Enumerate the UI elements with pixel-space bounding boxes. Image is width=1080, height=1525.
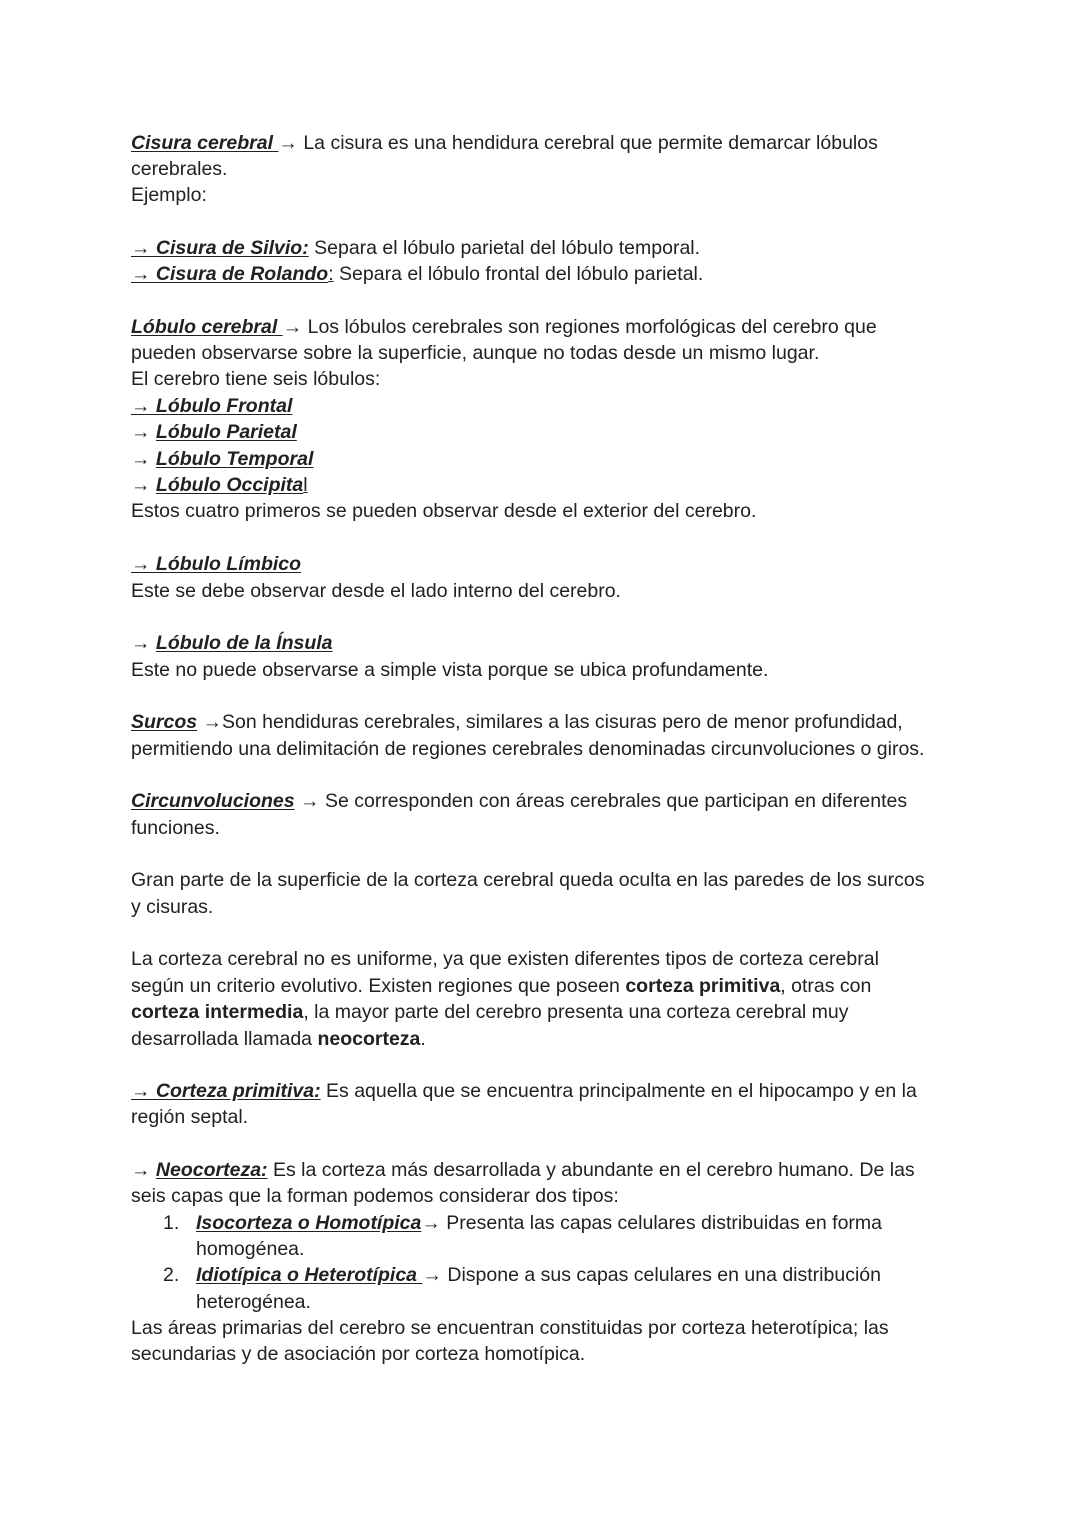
neocorteza-list-item-2-cont: heterogénea. bbox=[196, 1291, 311, 1313]
lobulo-definition-line-1 bbox=[131, 314, 877, 340]
neocorteza-term: Neocorteza: bbox=[155, 1159, 268, 1181]
arrow-icon: → bbox=[131, 263, 151, 285]
idiotipica-text: → Dispone a sus capas celulares en una distribución bbox=[422, 1264, 881, 1286]
paragraph-corteza-line-1: La corteza cerebral no es uniforme, ya que existen diferentes tipos de corteza cerebral bbox=[131, 948, 879, 970]
arrow-icon: → bbox=[131, 1080, 151, 1102]
lobulo-limbico-note: Este se debe observar desde el lado interno del cerebro. bbox=[131, 580, 621, 602]
arrow-icon: → bbox=[131, 632, 156, 654]
lobulo-occipital-term: Lóbulo Occipita bbox=[155, 474, 304, 496]
surcos-definition-line-2: permitiendo una delimitación de regiones cerebrales denominadas circunvoluciones o giros. bbox=[131, 738, 925, 760]
surcos-term: Surcos bbox=[131, 711, 198, 733]
lobulo-definition-line-3: El cerebro tiene seis lóbulos: bbox=[131, 368, 381, 390]
bold-corteza-primitiva: corteza primitiva bbox=[625, 975, 781, 997]
lobulo-list-item bbox=[131, 393, 292, 419]
idiotipica-term: Idiotípica o Heterotípica bbox=[196, 1264, 423, 1286]
isocorteza-text: → Presenta las capas celulares distribuidas en forma bbox=[421, 1212, 883, 1234]
arrow-icon: → bbox=[131, 421, 156, 443]
arrow-icon: → bbox=[131, 474, 156, 496]
circunvoluciones-term: Circunvoluciones bbox=[131, 790, 295, 812]
surcos-definition-line-1 bbox=[131, 709, 903, 735]
lobulo-limbico-term: Lóbulo Límbico bbox=[150, 553, 302, 575]
text: . bbox=[420, 1028, 426, 1050]
neocorteza-line-2: seis capas que la forman podemos considerar dos tipos: bbox=[131, 1185, 619, 1207]
surcos-text: →Son hendiduras cerebrales, similares a las cisuras pero de menor profundidad, bbox=[197, 711, 903, 733]
lobulo-text: → Los lóbulos cerebrales son regiones morfológicas del cerebro que bbox=[282, 316, 877, 338]
lobulo-list-item bbox=[131, 472, 308, 498]
corteza-primitiva-term: Corteza primitiva: bbox=[150, 1080, 321, 1102]
lobulo-insula-item bbox=[131, 630, 333, 656]
lobulo-occipital-tail: l bbox=[303, 474, 308, 496]
closing-line-1: Las áreas primarias del cerebro se encuentran constituidas por corteza heterotípica; las bbox=[131, 1317, 889, 1339]
neocorteza-list-item-2 bbox=[196, 1262, 881, 1288]
lobulo-definition-line-2: pueden observarse sobre la superficie, aunque no todas desde un mismo lugar. bbox=[131, 342, 820, 364]
lobulo-insula-note: Este no puede observarse a simple vista porque se ubica profundamente. bbox=[131, 659, 769, 681]
bold-corteza-intermedia: corteza intermedia bbox=[131, 1001, 304, 1023]
cisura-silvio-term: Cisura de Silvio: bbox=[150, 237, 309, 259]
cisura-definition-line-1 bbox=[131, 130, 878, 156]
text: , la mayor parte del cerebro presenta una corteza cerebral muy bbox=[303, 1001, 849, 1023]
lobulo-insula-term: Lóbulo de la Ínsula bbox=[155, 632, 333, 654]
cisura-rolando-text: Separa el lóbulo frontal del lóbulo parietal. bbox=[333, 263, 704, 285]
circunvoluciones-text: → Se corresponden con áreas cerebrales que participan en diferentes bbox=[294, 790, 908, 812]
arrow-icon: → bbox=[131, 237, 151, 259]
cisura-silvio-text: Separa el lóbulo parietal del lóbulo temporal. bbox=[308, 237, 701, 259]
list-number: 1. bbox=[163, 1212, 180, 1234]
lobulo-temporal-term: Lóbulo Temporal bbox=[155, 448, 314, 470]
cisura-silvio-item bbox=[131, 235, 700, 261]
lobulo-parietal-term: Lóbulo Parietal bbox=[155, 421, 297, 443]
neocorteza-list-item-1 bbox=[196, 1210, 882, 1236]
cisura-rolando-term: Cisura de Rolando bbox=[150, 263, 329, 285]
cisura-definition-line-2: cerebrales. bbox=[131, 158, 228, 180]
circunvoluciones-definition-line-2: funciones. bbox=[131, 817, 220, 839]
lobulo-limbico-item bbox=[131, 551, 301, 577]
lobulo-frontal-term: Lóbulo Frontal bbox=[150, 395, 293, 417]
circunvoluciones-definition-line-1 bbox=[131, 788, 907, 814]
list-number: 2. bbox=[163, 1264, 180, 1286]
lobulo-term: Lóbulo cerebral bbox=[131, 316, 283, 338]
bold-neocorteza: neocorteza bbox=[317, 1028, 421, 1050]
cisura-term: Cisura cerebral bbox=[131, 132, 279, 154]
paragraph-gran-parte-line-2: y cisuras. bbox=[131, 896, 214, 918]
colon: : bbox=[328, 263, 334, 285]
closing-line-2: secundarias y de asociación por corteza homotípica. bbox=[131, 1343, 586, 1365]
neocorteza-text: Es la corteza más desarrollada y abundante en el cerebro humano. De las bbox=[267, 1159, 915, 1181]
paragraph-corteza-line-2 bbox=[131, 973, 871, 999]
cisura-text: → La cisura es una hendidura cerebral que permite demarcar lóbulos bbox=[278, 132, 878, 154]
neocorteza-line-1 bbox=[131, 1157, 915, 1183]
lobulo-list-item bbox=[131, 419, 297, 445]
arrow-icon: → bbox=[131, 448, 156, 470]
example-label: Ejemplo: bbox=[131, 184, 207, 206]
arrow-icon: → bbox=[131, 1159, 156, 1181]
corteza-primitiva-line-1 bbox=[131, 1078, 917, 1104]
lobulo-note-first-four: Estos cuatro primeros se pueden observar desde el exterior del cerebro. bbox=[131, 500, 757, 522]
corteza-primitiva-line-2: región septal. bbox=[131, 1106, 249, 1128]
text: desarrollada llamada bbox=[131, 1028, 318, 1050]
text: , otras con bbox=[780, 975, 872, 997]
cisura-rolando-item bbox=[131, 261, 703, 287]
paragraph-corteza-line-4 bbox=[131, 1026, 426, 1052]
text: según un criterio evolutivo. Existen regiones que poseen bbox=[131, 975, 626, 997]
arrow-icon: → bbox=[131, 395, 151, 417]
paragraph-gran-parte-line-1: Gran parte de la superficie de la corteza cerebral queda oculta en las paredes de los surcos bbox=[131, 869, 925, 891]
arrow-icon: → bbox=[131, 553, 151, 575]
isocorteza-term: Isocorteza o Homotípica bbox=[196, 1212, 422, 1234]
paragraph-corteza-line-3 bbox=[131, 999, 849, 1025]
neocorteza-list-item-1-cont: homogénea. bbox=[196, 1238, 305, 1260]
lobulo-list-item bbox=[131, 446, 313, 472]
corteza-primitiva-text: Es aquella que se encuentra principalmente en el hipocampo y en la bbox=[320, 1080, 917, 1102]
